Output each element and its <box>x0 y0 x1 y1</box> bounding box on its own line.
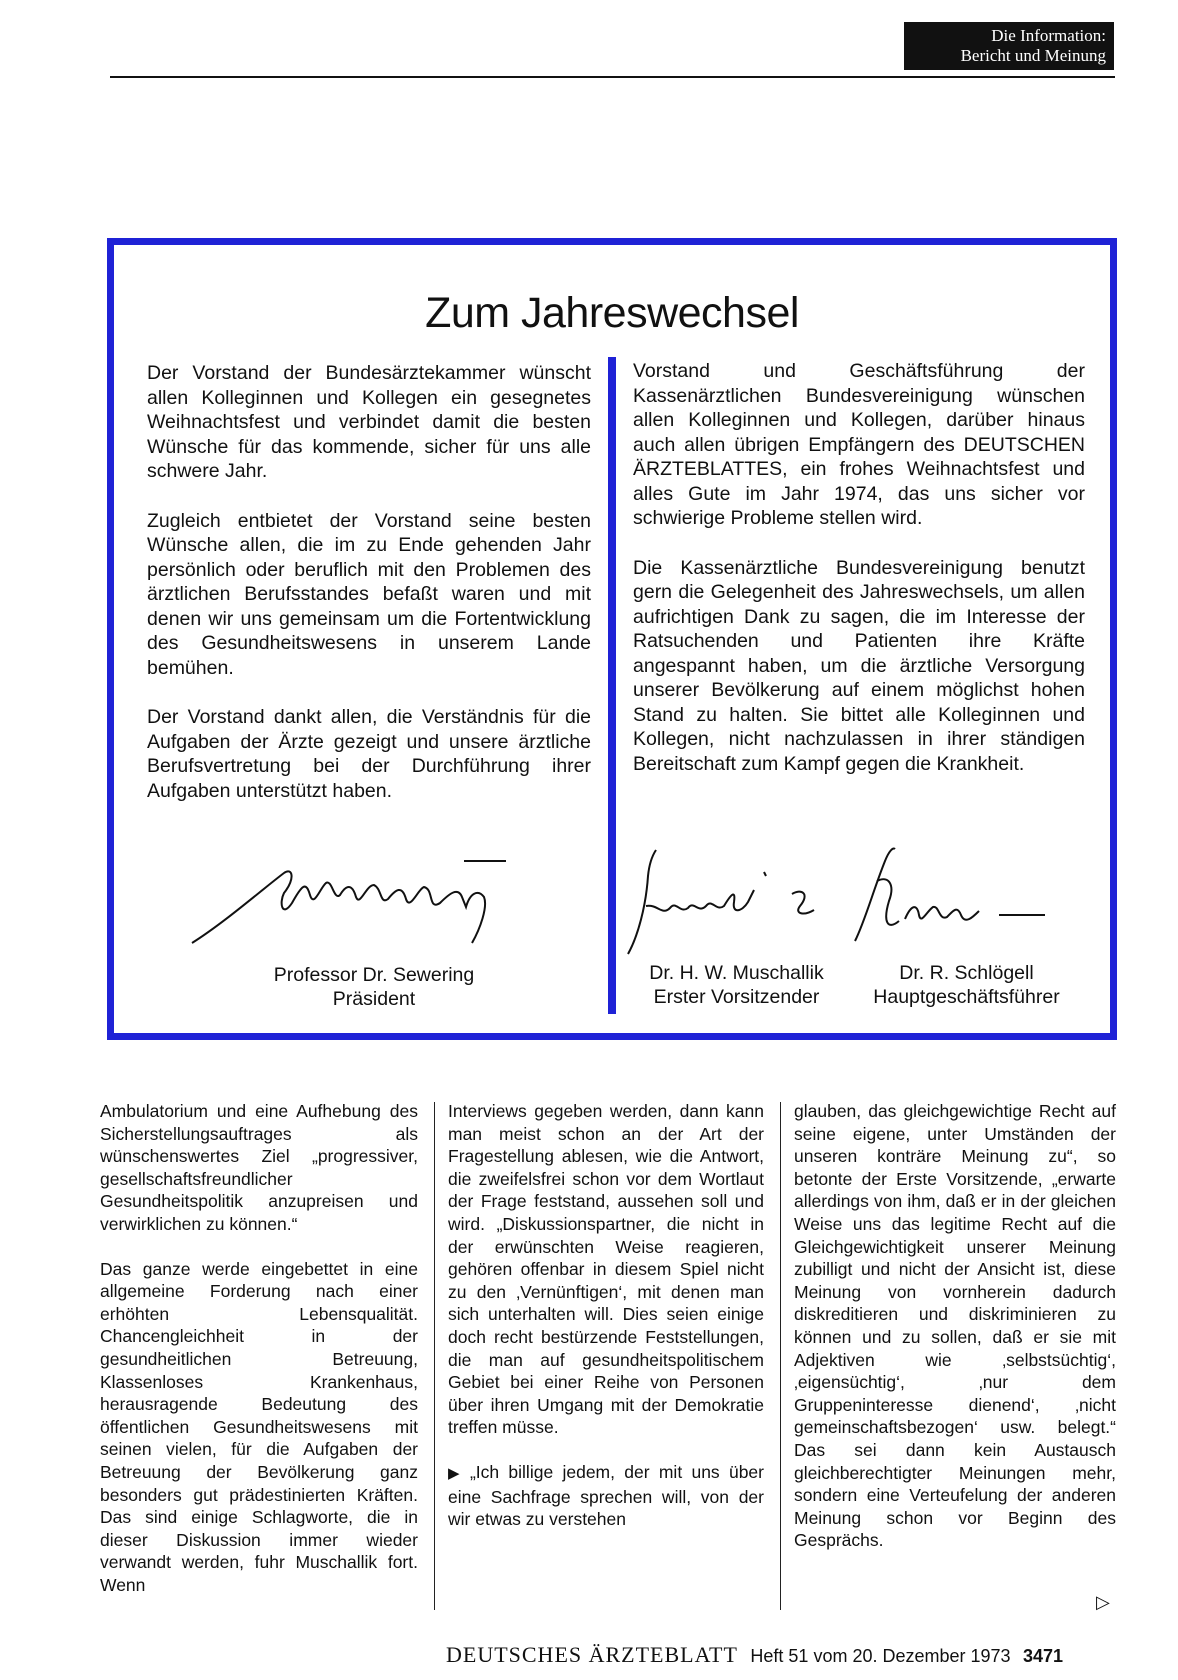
notice-left-paragraph: Der Vorstand dankt allen, die Verständnis für die Aufgaben der Ärzte gezeigt und unsere ärztliche Berufsvertretung bei der Durchführung ihrer Aufgaben unterstützt haben. <box>147 706 591 802</box>
journal-name: DEUTSCHES ÄRZTEBLATT <box>446 1642 738 1667</box>
signatory-role: Präsident <box>332 988 416 1010</box>
section-label-line1: Die Information: <box>991 26 1106 45</box>
column-rule <box>780 1102 781 1610</box>
notice-right-paragraph: Vorstand und Geschäftsführung der Kassenärztlichen Bundesvereinigung wünschen allen Kolleginnen und Kollegen, darüber hinaus auch allen übrigen Empfängern des DEUTSCHEN ÄRZTEBLATTES, ein frohes Weihnachtsfest und alles Gute im Jahr 1974, das uns sicher vor schwierige Probleme stellen wird. <box>633 360 1085 529</box>
notice-left-paragraph: Der Vorstand der Bundesärztekammer wünscht allen Kolleginnen und Kollegen ein gesegnetes Weihnachtsfest und verbindet damit die besten Wünsche für das kommende, sicher für uns alle schwere Jahr. <box>147 362 591 482</box>
signature-muschallik <box>624 836 844 956</box>
article-paragraph <box>448 1461 764 1531</box>
signatory-sewering <box>234 963 514 1011</box>
notice-column-divider <box>608 357 616 1014</box>
signatory-muschallik <box>634 961 839 1009</box>
page-footer <box>446 1642 1118 1668</box>
article-column-1 <box>100 1100 418 1618</box>
page-number: 3471 <box>1023 1646 1064 1666</box>
article-paragraph: Ambulatorium und eine Aufhebung des Sicherstellungsauftrages als wünschenswertes Ziel „progressiver, gesellschaftsfreundlicher Gesundheitspolitik anzupreisen und verwirklichen zu können.“ <box>100 1101 418 1234</box>
section-label-line2: Bericht und Meinung <box>960 46 1106 65</box>
signature-sewering <box>184 833 514 953</box>
signatory-name: Dr. R. Schlögell <box>899 962 1034 984</box>
section-label <box>904 22 1114 70</box>
signatory-name: Professor Dr. Sewering <box>273 964 475 986</box>
signature-schloegell <box>849 841 1049 951</box>
continue-arrow-icon: ▷ <box>1096 1592 1110 1612</box>
notice-right-column <box>633 359 1085 801</box>
notice-left-paragraph: Zugleich entbietet der Vorstand seine besten Wünsche allen, die im zu Ende gehenden Jahr persönlich oder beruflich mit den Problemen des ärztlichen Berufsstandes befaßt waren und mit denen wir uns gemeinsam um die Fortentwicklung des Gesundheitswesens in unserem Lande bemühen. <box>147 509 591 679</box>
signatory-role: Hauptgeschäftsführer <box>873 986 1060 1008</box>
article-paragraph: glauben, das gleichgewichtige Recht auf seine eigene, unter Umständen der unseren konträre Meinung zu“, so betonte der Erste Vorsitzende, „erwarte allerdings von ihm, daß er in der gleichen Weise uns das legitime Recht auf die Gleichgewichtigkeit unserer Meinung zubilligt und nicht der Ansicht ist, diese Meinung von vornherein dadurch diskreditieren und diskriminieren zu können und zu sollen, daß er sie mit Adjektiven wie ‚selbstsüchtig‘, ‚eigensüchtig‘, ‚nur dem Gruppeninteresse dienend‘, ‚nicht gemeinschaftsbezogen‘ usw. belegt.“ Das sei dann kein Austausch gleichberechtigter Meinungen mehr, sondern eine Verteufelung der anderen Meinung schon vor Beginn des Gesprächs. <box>794 1101 1116 1551</box>
article-column-3 <box>794 1100 1116 1574</box>
article-column-2 <box>448 1100 764 1553</box>
issue-info: Heft 51 vom 20. Dezember 1973 <box>750 1646 1011 1666</box>
signatory-role: Erster Vorsitzender <box>653 986 820 1008</box>
article-paragraph-text: „Ich billige jedem, der mit uns über eine Sachfrage sprechen will, von der wir etwas zu verstehen <box>448 1461 764 1530</box>
notice-left-column <box>147 361 591 828</box>
new-year-notice-box <box>107 238 1117 1040</box>
signatory-schloegell <box>854 961 1079 1009</box>
article-paragraph: Das ganze werde eingebettet in eine allgemeine Forderung nach einer erhöhten Lebensqualität. Chancengleichheit in der gesundheitlichen Betreuung, Klassenloses Krankenhaus, herausragende Bedeutung des öffentlichen Gesundheitswesens mit seinen vielen, für die Aufgaben der Betreuung der Bevölkerung ganz besonders gut prädestinierten Kräften. Das sind einige Schlagworte, die in dieser Diskussion immer wieder verwandt werden, fuhr Muschallik fort. Wenn <box>100 1258 418 1595</box>
notice-title: Zum Jahreswechsel <box>425 289 799 337</box>
signatory-name: Dr. H. W. Muschallik <box>649 962 824 984</box>
column-rule <box>434 1102 435 1610</box>
bullet-triangle-icon: ▶ <box>448 1464 464 1482</box>
article-paragraph: Interviews gegeben werden, dann kann man meist schon an der Art der Fragestellung ablesen, wie die Antwort, die zweifelsfrei schon vor dem Wortlaut der Frage feststand, aussehen soll und wird. „Diskussionspartner, die nicht in der erwünschten Weise reagieren, gehören offenbar in diesem Spiel nicht zu den ‚Vernünftigen‘, mit denen man sich unterhalten will. Dies seien einige doch recht bestürzende Feststellungen, die man auf gesundheitspolitischem Gebiet bei einer Reihe von Personen über ihren Umgang mit der Demokratie treffen müsse. <box>448 1101 764 1438</box>
notice-right-paragraph: Die Kassenärztliche Bundesvereinigung benutzt gern die Gelegenheit des Jahreswechsels, um allen aufrichtigen Dank zu sagen, die im Interesse der Ratsuchenden und Patienten ihre Kräfte angespannt haben, um die ärztliche Versorgung unserer Bevölkerung auf einem möglichst hohen Stand zu halten. Sie bittet alle Kolleginnen und Kollegen, nicht nachzulassen in ihrer ständigen Bereitschaft zum Kampf gegen die Krankheit. <box>633 556 1085 775</box>
header-rule <box>110 76 1115 78</box>
